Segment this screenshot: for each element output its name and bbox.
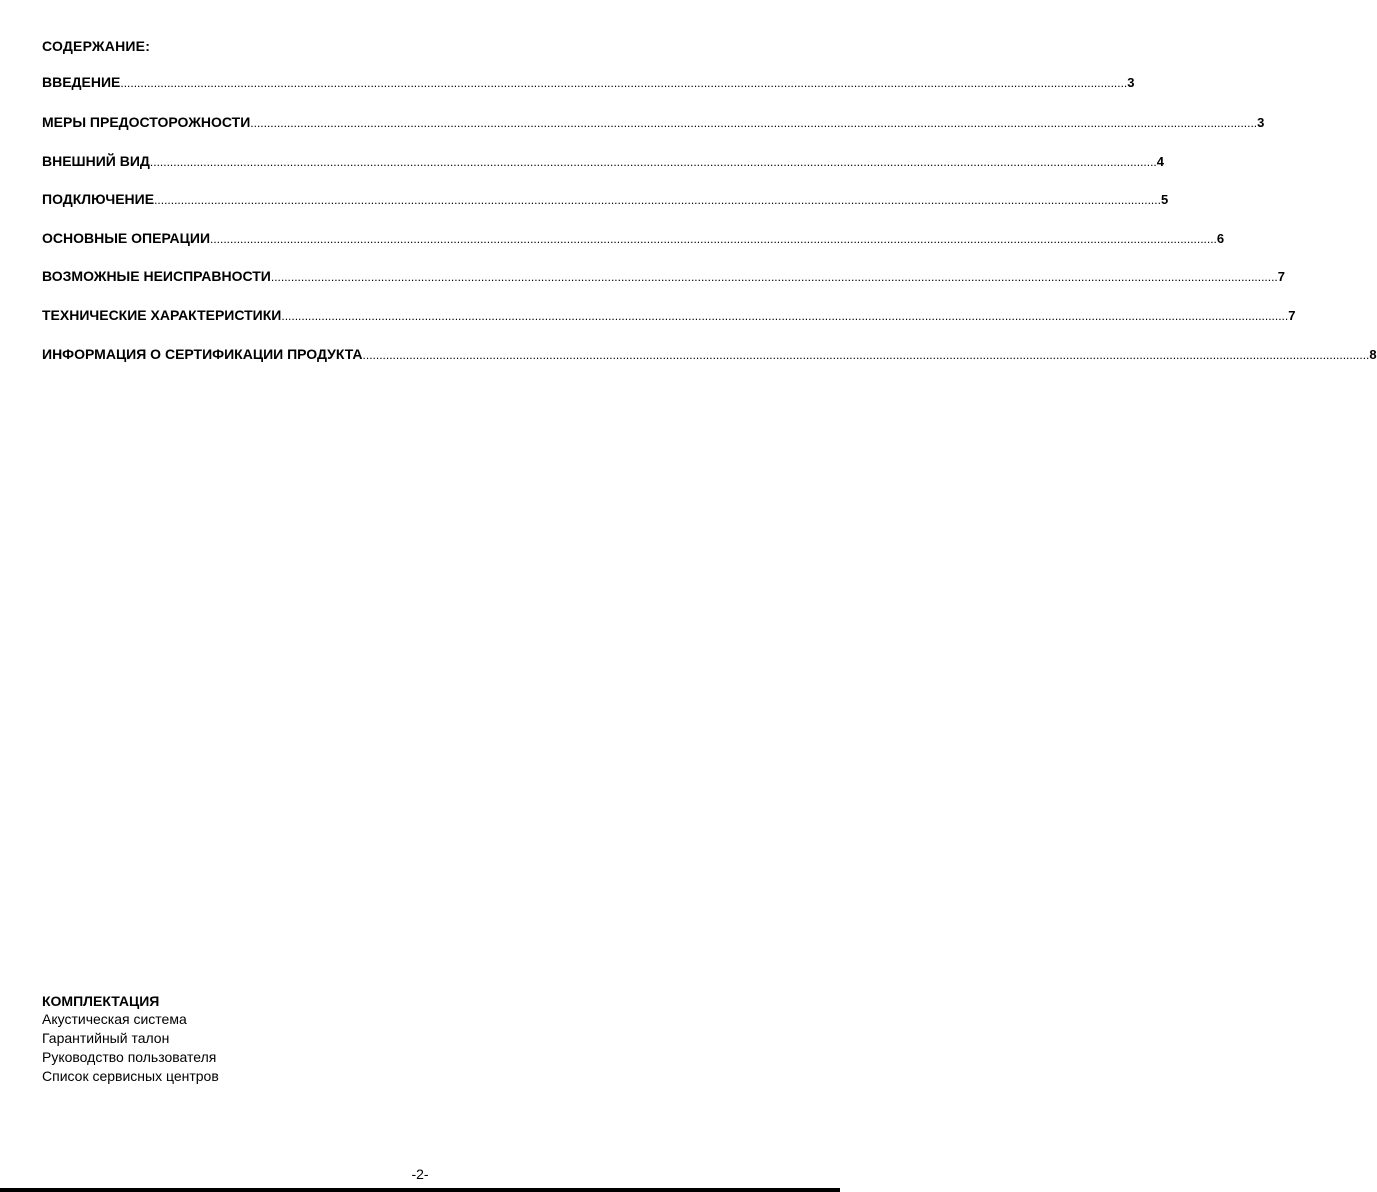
toc-entry-page: 7	[1288, 308, 1296, 323]
toc-entry-title: ПОДКЛЮЧЕНИЕ	[42, 191, 155, 207]
toc-entry-basic-operations[interactable]	[42, 230, 1224, 248]
toc-entry-title: ВВЕДЕНИЕ	[42, 74, 121, 90]
toc-entry-page: 3	[1127, 75, 1135, 90]
package-contents	[42, 992, 219, 1086]
list-item: Руководство пользователя	[42, 1049, 217, 1065]
toc-dot-leader	[154, 193, 1161, 207]
toc-entry-title: ОСНОВНЫЕ ОПЕРАЦИИ	[42, 230, 211, 246]
toc-entry-title: ИНФОРМАЦИЯ О СЕРТИФИКАЦИИ ПРОДУКТА	[42, 346, 363, 362]
toc-entry-page: 8	[1369, 347, 1377, 362]
list-item: Акустическая система	[42, 1011, 187, 1027]
list-item: Список сервисных центров	[42, 1068, 219, 1084]
bottom-rule	[0, 1188, 840, 1192]
toc-entry-appearance[interactable]	[42, 153, 1165, 171]
toc-entry-page: 7	[1277, 269, 1285, 284]
toc-entry-connection[interactable]	[42, 191, 1168, 209]
toc-entry-page: 3	[1257, 115, 1265, 130]
list-item: Гарантийный талон	[42, 1030, 170, 1046]
toc-dot-leader	[363, 348, 1370, 362]
toc-entry-title: МЕРЫ ПРЕДОСТОРОЖНОСТИ	[42, 114, 251, 130]
toc-entry-troubleshooting[interactable]	[42, 268, 1285, 286]
toc-entry-title: ВНЕШНИЙ ВИД	[42, 153, 150, 169]
toc-dot-leader	[120, 76, 1127, 90]
package-contents-list	[42, 1010, 219, 1086]
toc-entry-page: 6	[1216, 231, 1225, 246]
toc-entry-page: 5	[1160, 192, 1169, 207]
toc-dot-leader	[210, 232, 1217, 246]
page-number: -2-	[411, 1166, 429, 1182]
toc-entry-certification[interactable]	[42, 346, 1377, 364]
toc-entry-title: ТЕХНИЧЕСКИЕ ХАРАКТЕРИСТИКИ	[42, 307, 282, 323]
toc-dot-leader	[250, 116, 1257, 130]
toc-entry-introduction[interactable]	[42, 74, 1135, 92]
toc-heading: СОДЕРЖАНИЕ:	[42, 38, 151, 54]
package-contents-heading: КОМПЛЕКТАЦИЯ	[42, 993, 160, 1009]
toc-entry-page: 4	[1156, 154, 1165, 169]
toc-entry-title: ВОЗМОЖНЫЕ НЕИСПРАВНОСТИ	[42, 268, 271, 284]
toc-entry-specifications[interactable]	[42, 307, 1295, 325]
toc-dot-leader	[150, 155, 1157, 169]
toc-dot-leader	[271, 270, 1278, 284]
toc-dot-leader	[281, 309, 1288, 323]
toc-entry-precautions[interactable]	[42, 114, 1264, 132]
